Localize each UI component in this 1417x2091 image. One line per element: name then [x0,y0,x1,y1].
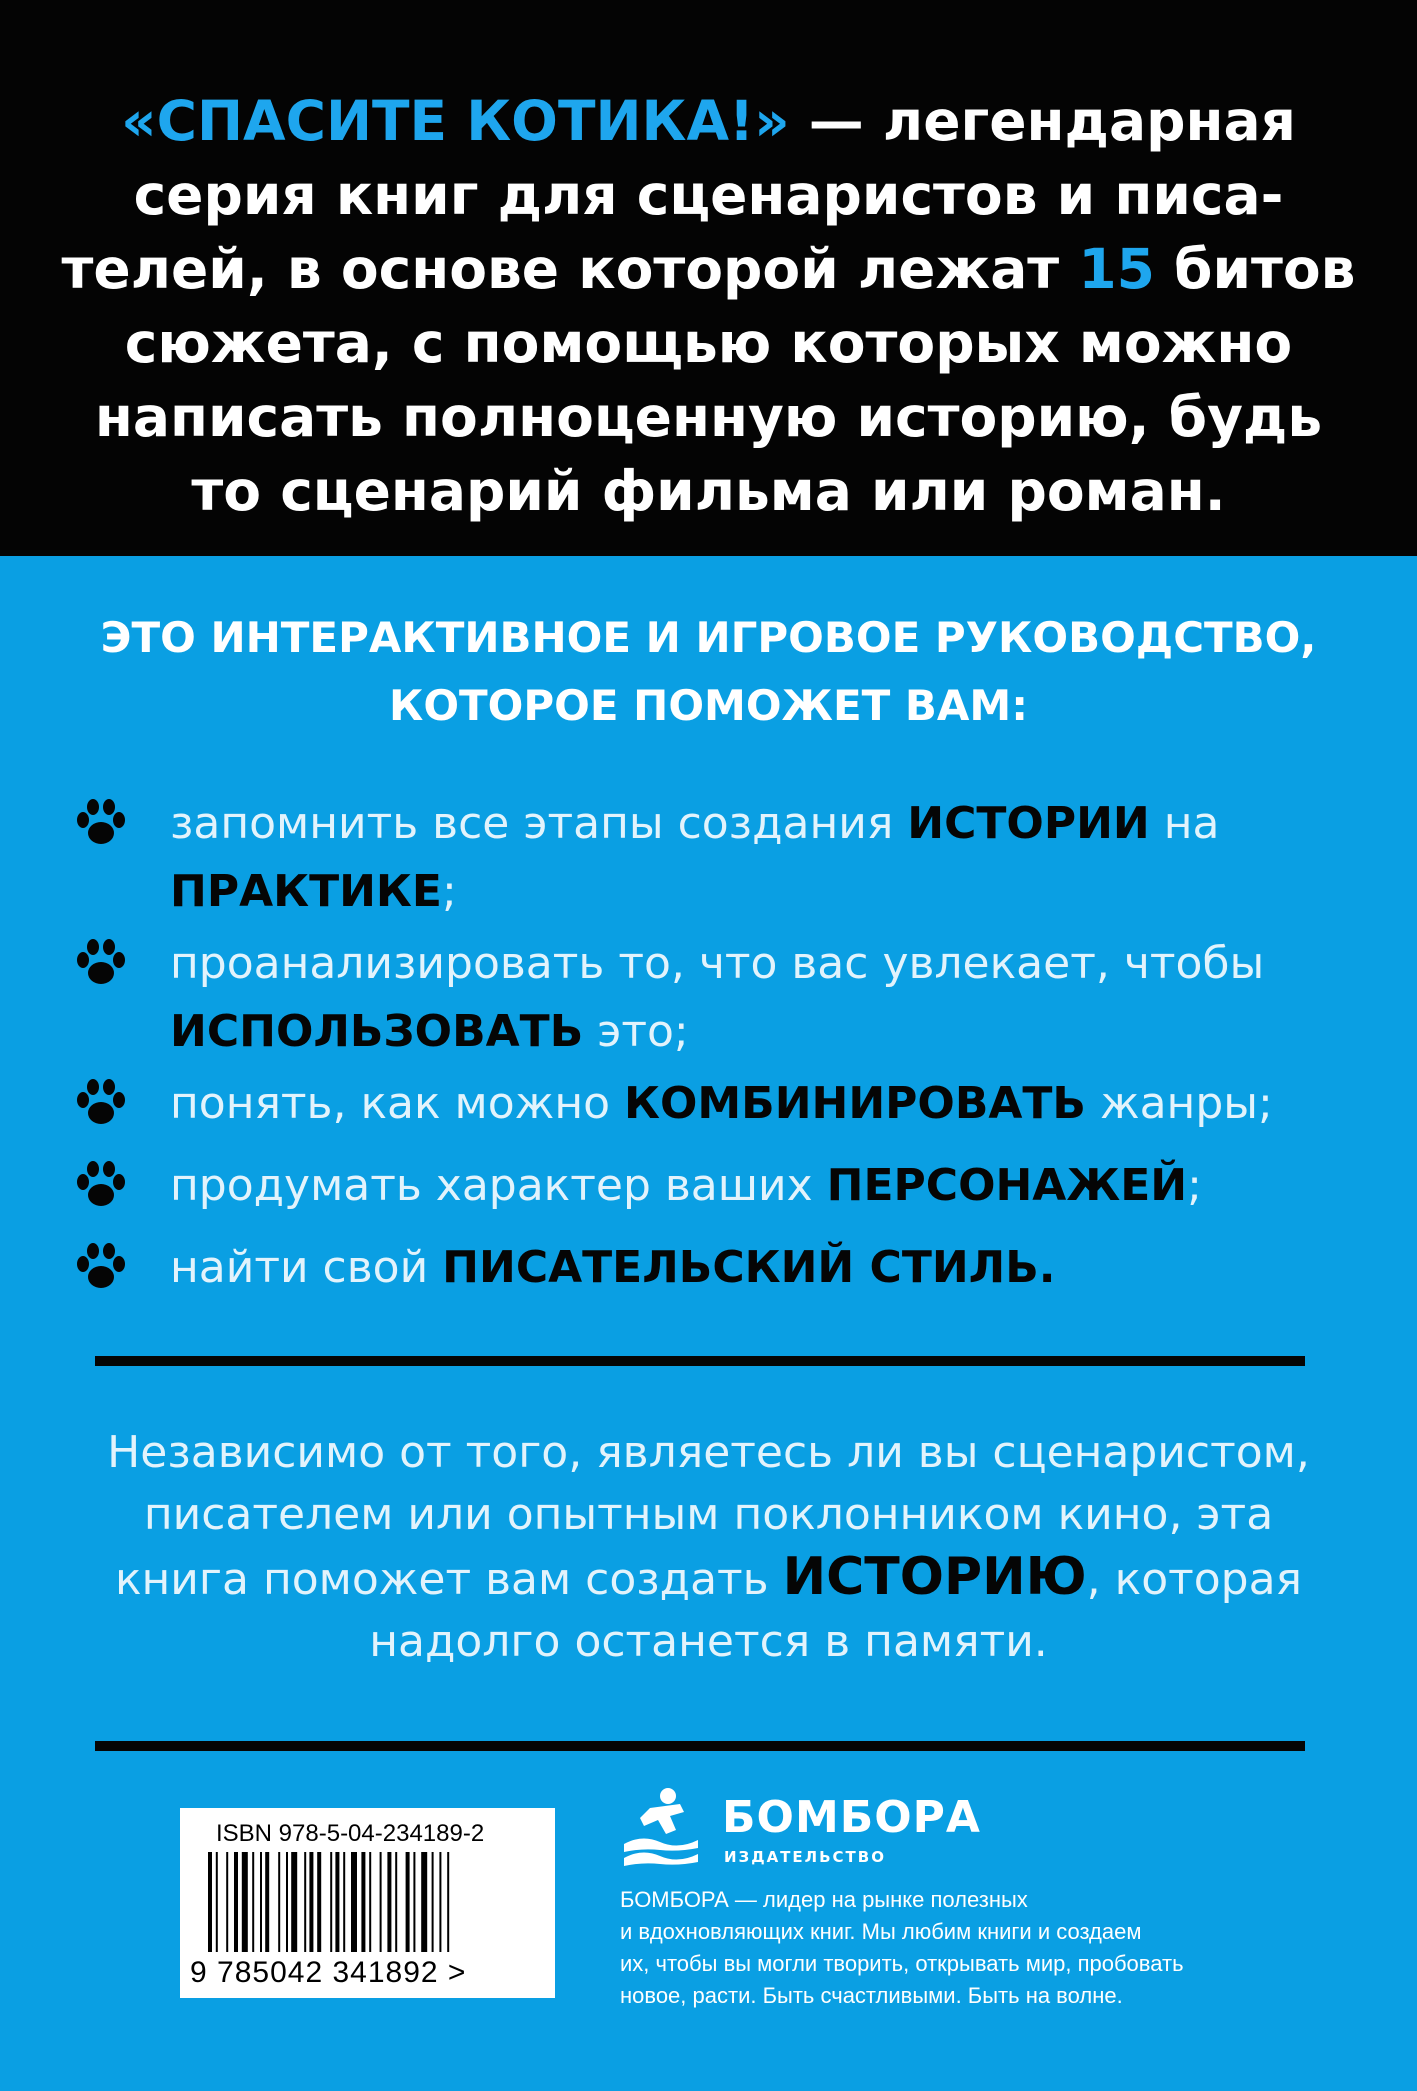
barcode-bar [242,1852,248,1952]
divider [95,1741,1305,1751]
barcode-bar [387,1852,391,1952]
barcode-bars [208,1852,528,1956]
list-item: найти свой ПИСАТЕЛЬСКИЙ СТИЛЬ. [75,1234,1355,1316]
guide-heading: ЭТО ИНТЕРАКТИВНОЕ И ИГРОВОЕ РУКОВОДСТВО, КОТОРОЕ ПОМОЖЕТ ВАМ: [100,613,1317,730]
list-item: запомнить все этапы создания ИСТОРИИ на ПРАКТИКЕ; [75,790,1355,930]
barcode-bar [421,1852,427,1952]
publisher-name: БОМБОРА [722,1792,981,1843]
paw-icon [75,1160,127,1210]
divider [95,1356,1305,1366]
barcode-bar [330,1852,332,1952]
barcode-bar [380,1852,382,1952]
barcode-bar [351,1852,357,1952]
barcode-bar [343,1852,345,1952]
barcode-bar [447,1852,449,1952]
barcode-bar [413,1852,415,1952]
barcode-bar [216,1852,218,1952]
publisher-description: БОМБОРА — лидер на рынке полезных и вдохновляющих книг. Мы любим книги и создаем их, чтобы вы могли творить, открывать мир, пробовать новое, расти. Быть счастливыми. Быть на волне. [620,1887,1184,2008]
barcode-bar [260,1852,262,1952]
barcode-bar [265,1852,269,1952]
barcode-bar [252,1852,254,1952]
barcode [180,1808,555,1998]
paw-icon [75,1242,127,1292]
barcode-bar [234,1852,238,1952]
barcode-bar [432,1852,434,1952]
barcode-bar [278,1852,280,1952]
isbn-label: ISBN 978-5-04-234189-2 [216,1820,485,1847]
paw-icon [75,938,127,988]
barcode-bar [304,1852,306,1952]
benefits-list [75,790,1355,1316]
barcode-bar [291,1852,297,1952]
paw-icon [75,1078,127,1128]
barcode-bar [226,1852,228,1952]
list-item: понять, как можно КОМБИНИРОВАТЬ жанры; [75,1070,1355,1152]
intro-text: «СПАСИТЕ КОТИКА!» — легендарная серия книг для сценаристов и писа- телей, в основе которой лежат 15 битов сюжета, с помощью которых можно написать полноценную историю, будь то сценарий фильма или роман. [61,89,1356,523]
barcode-bar [309,1852,313,1952]
barcode-bar [361,1852,365,1952]
barcode-digits: 9 785042 341892 > [190,1956,467,1989]
list-item: продумать характер ваших ПЕРСОНАЖЕЙ; [75,1152,1355,1234]
barcode-bar [335,1852,339,1952]
barcode-bar [317,1852,321,1952]
outro-text: Независимо от того, являетесь ли вы сценаристом, писателем или опытным поклонником кино, эта книга поможет вам создать ИСТОРИЮ, которая надолго останется в памяти. [107,1427,1310,1667]
surfer-logo-icon [620,1786,702,1872]
list-item: проанализировать то, что вас увлекает, чтобы ИСПОЛЬЗОВАТЬ это; [75,930,1355,1070]
barcode-bar [439,1852,441,1952]
barcode-bar [395,1852,397,1952]
barcode-bar [286,1852,288,1952]
paw-icon [75,798,127,848]
barcode-bar [369,1852,371,1952]
barcode-bar [406,1852,410,1952]
barcode-bar [208,1852,212,1952]
beats-number: 15 [1078,237,1155,301]
series-title: «СПАСИТЕ КОТИКА!» [121,89,790,153]
publisher-subtitle: ИЗДАТЕЛЬСТВО [724,1848,886,1866]
